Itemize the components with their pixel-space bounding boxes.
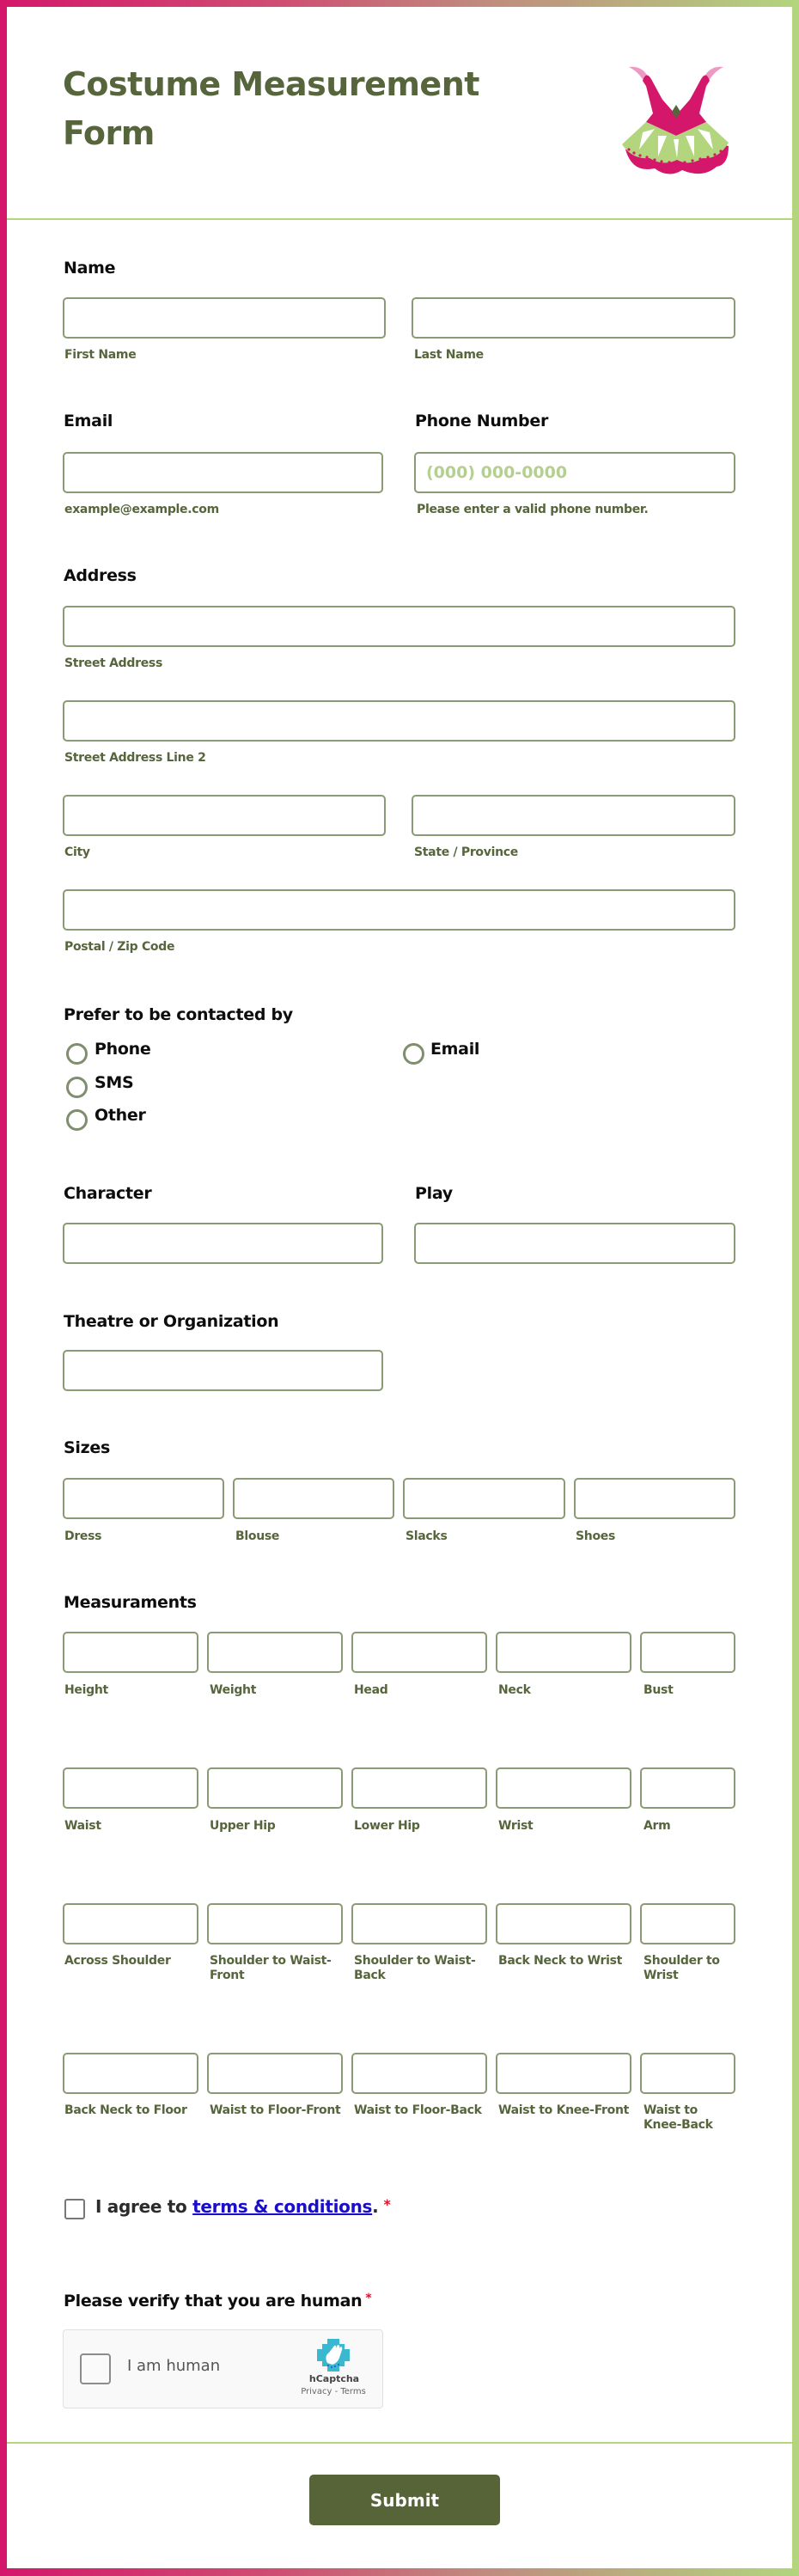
measure-shoulder-waist-back-input[interactable]	[351, 1903, 487, 1944]
measure-weight-sublabel: Weight	[210, 1683, 257, 1697]
terms-link[interactable]: terms & conditions	[192, 2196, 373, 2217]
measure-lower-hip-sublabel: Lower Hip	[354, 1819, 420, 1833]
size-shoes-input[interactable]	[574, 1478, 735, 1519]
terms-checkbox[interactable]	[64, 2199, 85, 2219]
bottom-border	[0, 2568, 799, 2576]
street-address-sublabel: Street Address	[64, 656, 162, 670]
radio-other-label[interactable]: Other	[95, 1106, 146, 1125]
measure-wrist-sublabel: Wrist	[498, 1819, 534, 1833]
email-label: Email	[64, 412, 113, 430]
measure-head-sublabel: Head	[354, 1683, 388, 1697]
size-dress-sublabel: Dress	[64, 1529, 102, 1543]
terms-prefix: I agree to	[95, 2196, 193, 2217]
email-sublabel: example@example.com	[64, 503, 219, 516]
header-divider	[7, 218, 792, 220]
measurements-label: Measuraments	[64, 1593, 197, 1612]
size-dress-input[interactable]	[63, 1478, 224, 1519]
phone-input[interactable]	[414, 452, 735, 493]
measure-waist-floor-front-sublabel: Waist to Floor-Front	[210, 2103, 341, 2117]
size-shoes-sublabel: Shoes	[576, 1529, 615, 1543]
captcha-checkbox-text: I am human	[127, 2357, 221, 2375]
measure-bust-sublabel: Bust	[643, 1683, 674, 1697]
form-title: Costume Measurement Form	[63, 65, 479, 152]
sizes-label: Sizes	[64, 1438, 110, 1457]
right-border	[792, 0, 799, 2576]
left-border	[0, 0, 7, 2576]
measure-waist-knee-back-sublabel: Waist to Knee-Back	[643, 2103, 713, 2132]
character-input[interactable]	[63, 1223, 383, 1264]
required-mark: *	[383, 2196, 391, 2213]
required-mark: *	[365, 2292, 372, 2305]
theatre-input[interactable]	[63, 1350, 383, 1391]
terms-suffix: .	[372, 2196, 379, 2217]
radio-other[interactable]	[66, 1109, 88, 1131]
measure-waist-knee-back-input[interactable]	[640, 2053, 735, 2094]
city-sublabel: City	[64, 845, 90, 859]
radio-email[interactable]	[403, 1043, 424, 1065]
measure-arm-input[interactable]	[640, 1767, 735, 1809]
character-label: Character	[64, 1184, 152, 1203]
terms-text	[95, 2196, 391, 2217]
measure-waist-floor-back-sublabel: Waist to Floor-Back	[354, 2103, 482, 2117]
measure-weight-input[interactable]	[207, 1632, 343, 1673]
measure-back-neck-wrist-sublabel: Back Neck to Wrist	[498, 1954, 623, 1968]
city-input[interactable]	[63, 795, 386, 836]
last-name-sublabel: Last Name	[414, 348, 484, 362]
footer-divider	[7, 2442, 792, 2444]
measure-waist-floor-front-input[interactable]	[207, 2053, 343, 2094]
measure-waist-sublabel: Waist	[64, 1819, 101, 1833]
play-input[interactable]	[414, 1223, 735, 1264]
size-slacks-input[interactable]	[403, 1478, 565, 1519]
state-sublabel: State / Province	[414, 845, 518, 859]
zip-input[interactable]	[63, 889, 735, 931]
top-border	[0, 0, 799, 7]
measure-waist-floor-back-input[interactable]	[351, 2053, 487, 2094]
dress-icon	[620, 60, 732, 179]
measure-shoulder-waist-back-sublabel: Shoulder to Waist-Back	[354, 1954, 476, 1982]
measure-height-input[interactable]	[63, 1632, 198, 1673]
measure-shoulder-wrist-input[interactable]	[640, 1903, 735, 1944]
radio-email-label[interactable]: Email	[430, 1040, 480, 1059]
radio-sms[interactable]	[66, 1077, 88, 1098]
contact-pref-label: Prefer to be contacted by	[64, 1005, 293, 1024]
measure-across-shoulder-input[interactable]	[63, 1903, 198, 1944]
measure-waist-knee-front-sublabel: Waist to Knee-Front	[498, 2103, 630, 2117]
measure-height-sublabel: Height	[64, 1683, 108, 1697]
measure-neck-input[interactable]	[496, 1632, 631, 1673]
hcaptcha-widget	[63, 2329, 383, 2408]
measure-bust-input[interactable]	[640, 1632, 735, 1673]
theatre-label: Theatre or Organization	[64, 1312, 279, 1331]
captcha-label-text: Please verify that you are human	[64, 2292, 363, 2310]
size-slacks-sublabel: Slacks	[406, 1529, 448, 1543]
measure-wrist-input[interactable]	[496, 1767, 631, 1809]
street-address-line2-input[interactable]	[63, 700, 735, 742]
measure-upper-hip-sublabel: Upper Hip	[210, 1819, 276, 1833]
phone-label: Phone Number	[415, 412, 549, 430]
measure-waist-input[interactable]	[63, 1767, 198, 1809]
zip-sublabel: Postal / Zip Code	[64, 940, 175, 954]
measure-across-shoulder-sublabel: Across Shoulder	[64, 1954, 171, 1968]
measure-neck-sublabel: Neck	[498, 1683, 531, 1697]
address-label: Address	[64, 566, 137, 585]
measure-back-neck-floor-sublabel: Back Neck to Floor	[64, 2103, 187, 2117]
hcaptcha-privacy-terms-links[interactable]: Privacy - Terms	[301, 2387, 366, 2396]
email-input[interactable]	[63, 452, 383, 493]
measure-back-neck-floor-input[interactable]	[63, 2053, 198, 2094]
measure-shoulder-wrist-sublabel: Shoulder to Wrist	[643, 1954, 720, 1982]
street-address-line2-sublabel: Street Address Line 2	[64, 751, 206, 765]
measure-lower-hip-input[interactable]	[351, 1767, 487, 1809]
measure-shoulder-waist-front-input[interactable]	[207, 1903, 343, 1944]
radio-phone[interactable]	[66, 1043, 88, 1065]
captcha-label	[64, 2292, 371, 2310]
state-input[interactable]	[412, 795, 735, 836]
first-name-input[interactable]	[63, 297, 386, 339]
radio-phone-label[interactable]: Phone	[95, 1040, 151, 1059]
name-label: Name	[64, 259, 116, 278]
measure-upper-hip-input[interactable]	[207, 1767, 343, 1809]
phone-sublabel: Please enter a valid phone number.	[417, 503, 649, 516]
measure-head-input[interactable]	[351, 1632, 487, 1673]
last-name-input[interactable]	[412, 297, 735, 339]
measure-waist-knee-front-input[interactable]	[496, 2053, 631, 2094]
hcaptcha-brand: hCaptcha	[308, 2373, 360, 2384]
play-label: Play	[415, 1184, 453, 1203]
first-name-sublabel: First Name	[64, 348, 137, 362]
measure-arm-sublabel: Arm	[643, 1819, 671, 1833]
submit-button[interactable]: Submit	[309, 2475, 500, 2525]
radio-sms-label[interactable]: SMS	[95, 1073, 134, 1092]
measure-back-neck-wrist-input[interactable]	[496, 1903, 631, 1944]
captcha-checkbox[interactable]	[80, 2353, 111, 2384]
size-blouse-sublabel: Blouse	[235, 1529, 280, 1543]
hcaptcha-logo-icon	[315, 2337, 351, 2373]
size-blouse-input[interactable]	[233, 1478, 394, 1519]
street-address-input[interactable]	[63, 606, 735, 647]
measure-shoulder-waist-front-sublabel: Shoulder to Waist-Front	[210, 1954, 332, 1982]
